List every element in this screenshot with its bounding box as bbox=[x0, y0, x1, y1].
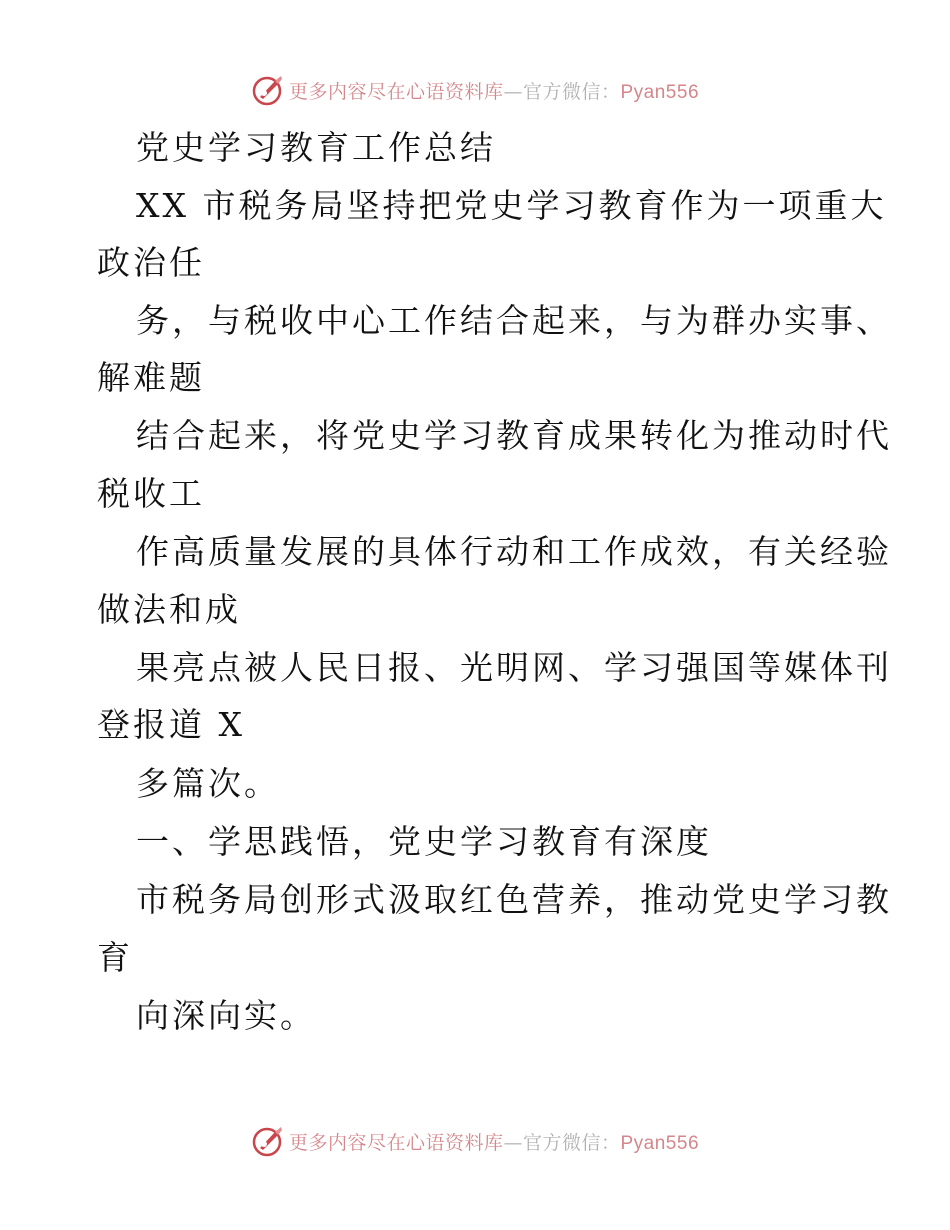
paragraph-line: 税收工 bbox=[97, 474, 205, 513]
paragraph-line: 市税务局创形式汲取红色营养，推动党史学习教 bbox=[136, 880, 892, 919]
document-title: 党史学习教育工作总结 bbox=[136, 128, 496, 167]
paragraph-line: 育 bbox=[97, 938, 133, 977]
watermark-wechat-id: Pyan556 bbox=[620, 81, 700, 103]
watermark-brand: 更多内容尽在心语资料库 bbox=[288, 1131, 504, 1154]
quill-logo-icon bbox=[251, 73, 285, 107]
watermark-wechat-id: Pyan556 bbox=[620, 1132, 700, 1154]
quill-logo-icon bbox=[251, 1124, 285, 1158]
paragraph-line: 解难题 bbox=[97, 358, 205, 397]
paragraph-line: 向深向实。 bbox=[136, 996, 316, 1035]
footer-watermark bbox=[0, 1121, 950, 1161]
paragraph-line: XX 市税务局坚持把党史学习教育作为一项重大 bbox=[136, 186, 887, 225]
paragraph-line: 政治任 bbox=[97, 243, 205, 282]
paragraph-line: 结合起来，将党史学习教育成果转化为推动时代 bbox=[136, 416, 892, 455]
section-heading: 一、学思践悟，党史学习教育有深度 bbox=[136, 822, 712, 861]
paragraph-line: 果亮点被人民日报、光明网、学习强国等媒体刊 bbox=[136, 648, 892, 687]
paragraph-line: 做法和成 bbox=[97, 590, 241, 629]
paragraph-line: 登报道 X bbox=[97, 705, 245, 744]
watermark-text bbox=[289, 77, 699, 104]
paragraph-line: 务，与税收中心工作结合起来，与为群办实事、 bbox=[136, 301, 892, 340]
watermark-dash: — bbox=[503, 1131, 523, 1154]
paragraph-line: 多篇次。 bbox=[136, 764, 280, 803]
watermark-wechat-label: 官方微信： bbox=[522, 1131, 621, 1154]
header-watermark bbox=[0, 70, 950, 110]
watermark-dash: — bbox=[503, 80, 523, 103]
paragraph-line: 作高质量发展的具体行动和工作成效，有关经验 bbox=[136, 532, 892, 571]
watermark-text bbox=[289, 1128, 699, 1155]
watermark-brand: 更多内容尽在心语资料库 bbox=[288, 80, 504, 103]
watermark-wechat-label: 官方微信： bbox=[522, 80, 621, 103]
